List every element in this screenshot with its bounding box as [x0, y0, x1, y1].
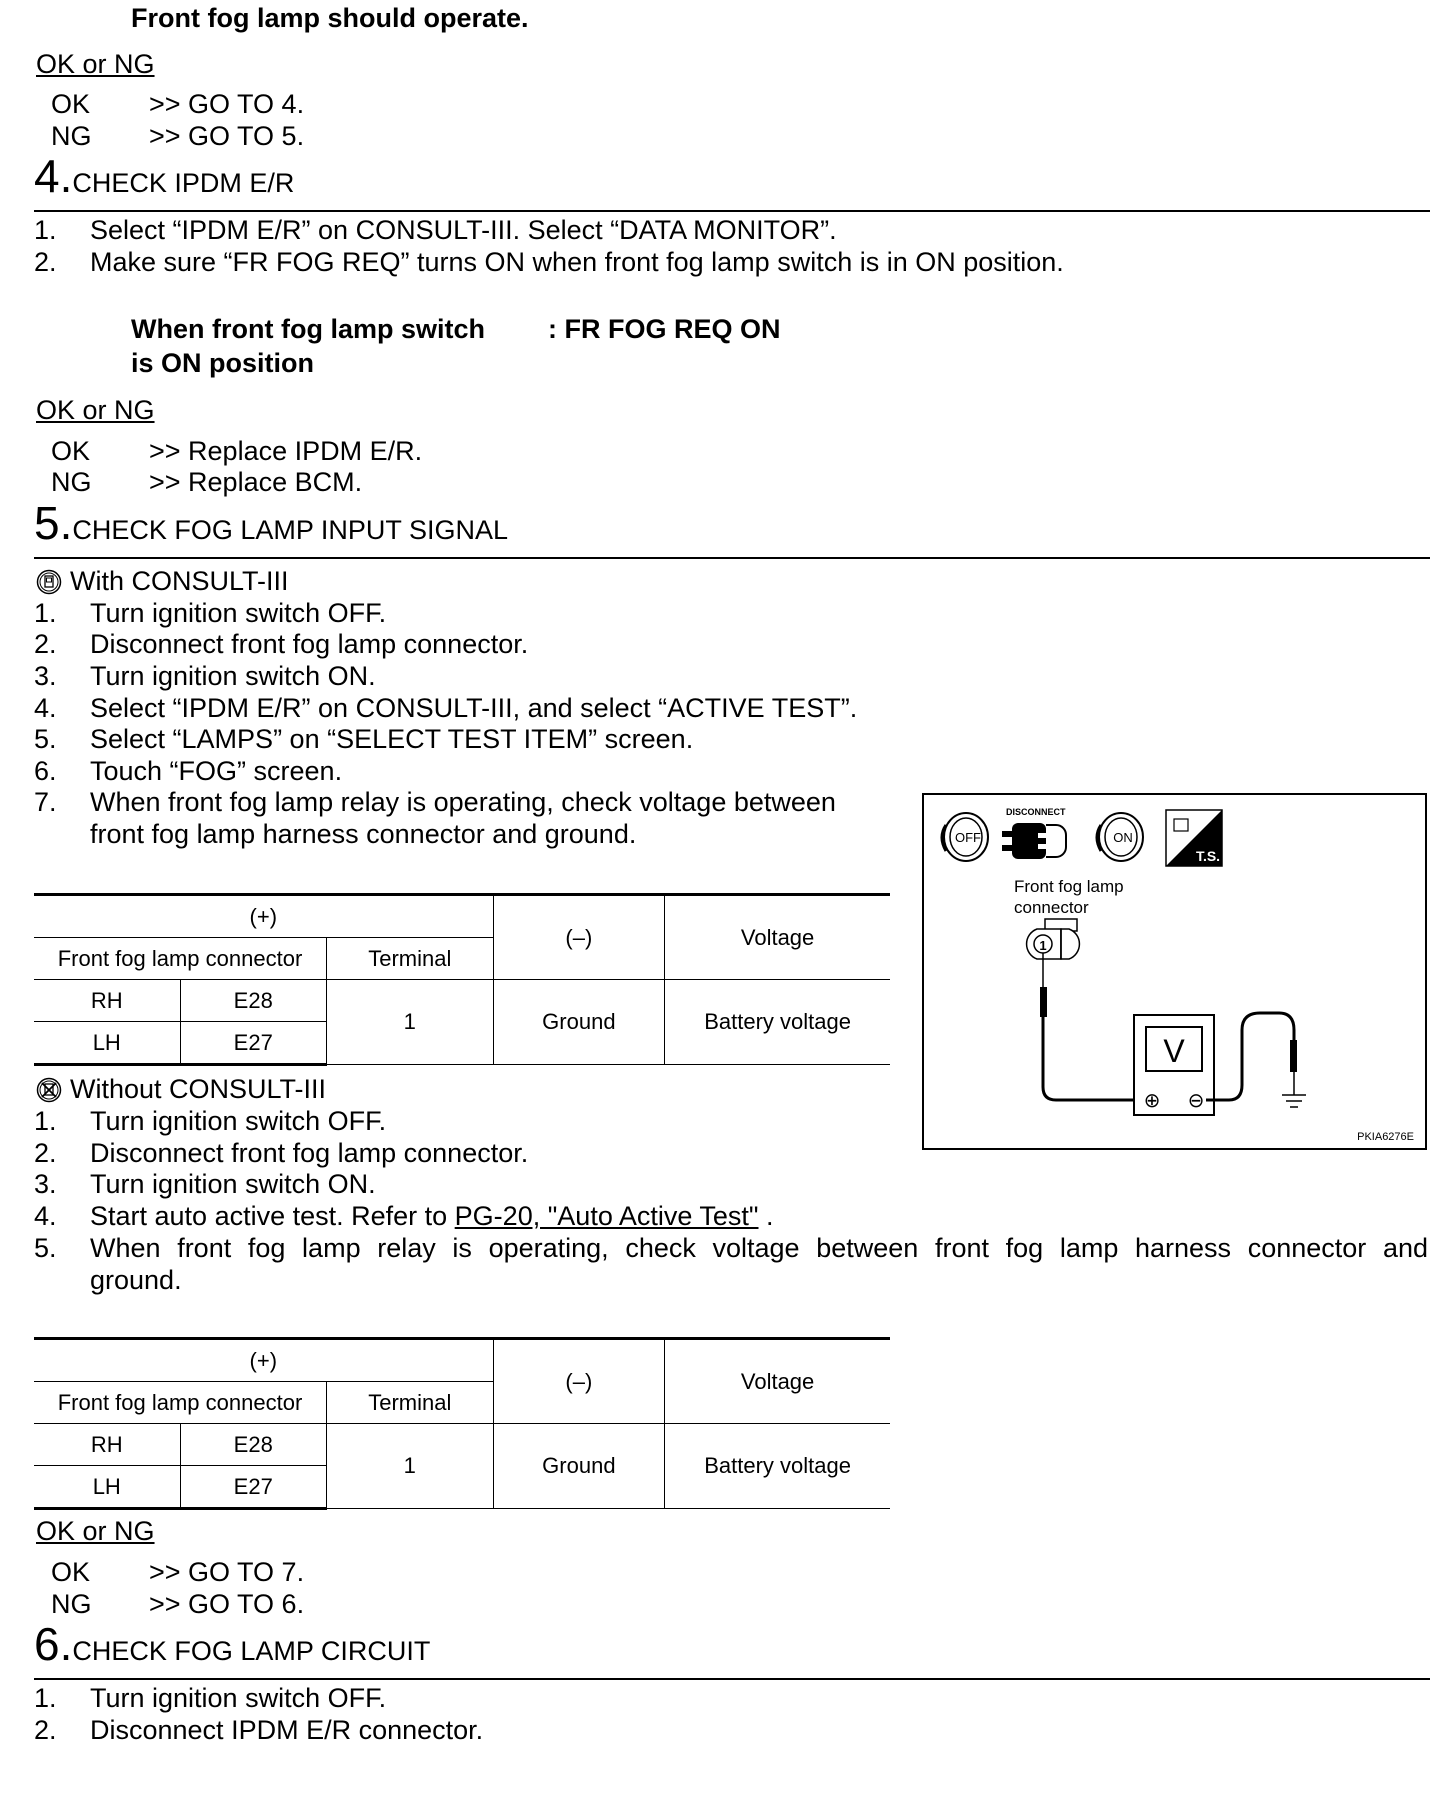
list-item: 3. Turn ignition switch ON.: [34, 1169, 376, 1199]
connector-icon: [1027, 919, 1080, 959]
connector-cell: E28: [180, 1424, 327, 1466]
divider: [34, 210, 1430, 212]
svg-text:OFF: OFF: [955, 830, 981, 845]
ng-action: >> Replace BCM.: [149, 467, 363, 497]
terminal-cell: 1: [327, 980, 494, 1065]
voltage-check-figure: [922, 793, 1427, 1150]
terminal-header: Terminal: [327, 1382, 494, 1424]
list-item: 5. When front fog lamp relay is operating, check voltage between front fog lamp harness connector and: [34, 1233, 1428, 1263]
voltage-cell: Battery voltage: [665, 1424, 890, 1509]
terminal-header: Terminal: [327, 938, 494, 980]
step4-heading: [34, 150, 295, 202]
svg-text:T.S.: T.S.: [1195, 848, 1221, 864]
voltage-table: [34, 1337, 890, 1510]
list-item: 2. Disconnect front fog lamp connector.: [34, 629, 529, 659]
ground-cell: Ground: [493, 980, 665, 1065]
consult-tool-icon: [36, 569, 62, 595]
list-item: 1. Select “IPDM E/R” on CONSULT-III. Select “DATA MONITOR”.: [34, 215, 837, 245]
voltage-table: [34, 893, 890, 1066]
circuit-diagram: [924, 795, 1424, 1147]
step5-heading: [34, 497, 508, 549]
list-item: 6. Touch “FOG” screen.: [34, 756, 343, 786]
list-item-continuation: ground.: [90, 1265, 182, 1295]
connector-cell: E27: [180, 1466, 327, 1509]
condition-label-line1: When front fog lamp switch: [131, 314, 485, 344]
condition-label-line2: is ON position: [131, 348, 315, 378]
step-title: CHECK FOG LAMP CIRCUIT: [72, 1636, 431, 1666]
divider: [34, 557, 1430, 559]
ok-result: OK >> Replace IPDM E/R.: [51, 436, 423, 466]
ng-result: NG >> GO TO 6.: [51, 1589, 305, 1619]
ng-result: NG >> Replace BCM.: [51, 467, 363, 497]
divider: [34, 1678, 1430, 1680]
voltage-header: Voltage: [665, 895, 890, 980]
step-number: 5.: [34, 497, 73, 549]
minus-header: (–): [493, 1339, 665, 1424]
figure-code: PKIA6276E: [1357, 1131, 1414, 1143]
connector-header: Front fog lamp connector: [34, 938, 327, 980]
list-item: 1. Turn ignition switch OFF.: [34, 598, 387, 628]
with-consult-label: With CONSULT-III: [36, 565, 289, 597]
connector-header: Front fog lamp connector: [34, 1382, 327, 1424]
svg-text:⊕: ⊕: [1143, 1088, 1161, 1112]
ok-result: OK >> GO TO 7.: [51, 1557, 305, 1587]
auto-active-test-link[interactable]: PG-20, "Auto Active Test": [454, 1201, 759, 1231]
voltage-header: Voltage: [665, 1339, 890, 1424]
list-item: 1. Turn ignition switch OFF.: [34, 1683, 387, 1713]
ng-label: NG: [51, 121, 92, 151]
ng-result: [51, 120, 304, 152]
list-item-continuation: front fog lamp harness connector and ground.: [90, 819, 637, 849]
no-consult-icon: [36, 1077, 62, 1103]
ok-action: >> GO TO 7.: [149, 1557, 305, 1587]
side-cell: RH: [34, 1424, 180, 1466]
condition-value: : FR FOG REQ ON: [548, 314, 781, 344]
list-item: 5. Select “LAMPS” on “SELECT TEST ITEM” screen.: [34, 724, 694, 754]
connector-label: connector: [1014, 898, 1089, 917]
list-item: 3. Turn ignition switch ON.: [34, 661, 376, 691]
ok-action: >> GO TO 4.: [149, 89, 305, 119]
svg-text:V: V: [1163, 1033, 1185, 1069]
step-number: 4.: [34, 150, 73, 202]
ignition-on-icon: [1097, 813, 1143, 861]
terminal-cell: 1: [327, 1424, 494, 1509]
list-item: 1. Turn ignition switch OFF.: [34, 1106, 387, 1136]
voltmeter-icon: [1134, 1015, 1214, 1115]
svg-text:ON: ON: [1113, 830, 1133, 845]
ground-icon: [1282, 1095, 1306, 1107]
ng-action: >> GO TO 5.: [149, 121, 305, 151]
plus-header: (+): [34, 1339, 493, 1382]
list-item: 4. Start auto active test. Refer to PG-20, "Auto Active Test" .: [34, 1201, 774, 1231]
side-cell: RH: [34, 980, 180, 1022]
step-title: CHECK FOG LAMP INPUT SIGNAL: [72, 515, 508, 545]
side-cell: LH: [34, 1466, 180, 1509]
step-title: CHECK IPDM E/R: [72, 168, 295, 198]
okng-label: OK or NG: [36, 1516, 155, 1546]
disconnect-icon: [1002, 823, 1066, 859]
list-item: 2. Disconnect front fog lamp connector.: [34, 1138, 529, 1168]
list-item: 2. Disconnect IPDM E/R connector.: [34, 1715, 484, 1745]
list-item: 7. When front fog lamp relay is operating, check voltage between: [34, 787, 836, 817]
top-note: Front fog lamp should operate.: [131, 3, 529, 33]
minus-header: (–): [493, 895, 665, 980]
ok-action: >> Replace IPDM E/R.: [149, 436, 423, 466]
connector-label: Front fog lamp: [1014, 877, 1124, 896]
ignition-off-icon: [942, 813, 988, 861]
step6-heading: [34, 1618, 431, 1670]
tool-tester-icon: [1166, 810, 1222, 866]
svg-text:⊖: ⊖: [1187, 1088, 1205, 1112]
voltage-cell: Battery voltage: [665, 980, 890, 1065]
plus-header: (+): [34, 895, 493, 938]
without-consult-label: Without CONSULT-III: [36, 1073, 326, 1105]
step-number: 6.: [34, 1618, 73, 1670]
list-item: 2. Make sure “FR FOG REQ” turns ON when front fog lamp switch is in ON position.: [34, 247, 1064, 277]
okng-label: OK or NG: [36, 49, 155, 79]
connector-cell: E27: [180, 1022, 327, 1065]
svg-text:DISCONNECT: DISCONNECT: [1006, 807, 1066, 817]
ground-cell: Ground: [493, 1424, 665, 1509]
ok-result: [51, 88, 304, 120]
ok-label: OK: [51, 89, 91, 119]
ng-action: >> GO TO 6.: [149, 1589, 305, 1619]
okng-label: OK or NG: [36, 395, 155, 425]
connector-cell: E28: [180, 980, 327, 1022]
side-cell: LH: [34, 1022, 180, 1065]
list-item: 4. Select “IPDM E/R” on CONSULT-III, and select “ACTIVE TEST”.: [34, 693, 858, 723]
svg-text:1: 1: [1039, 938, 1047, 953]
